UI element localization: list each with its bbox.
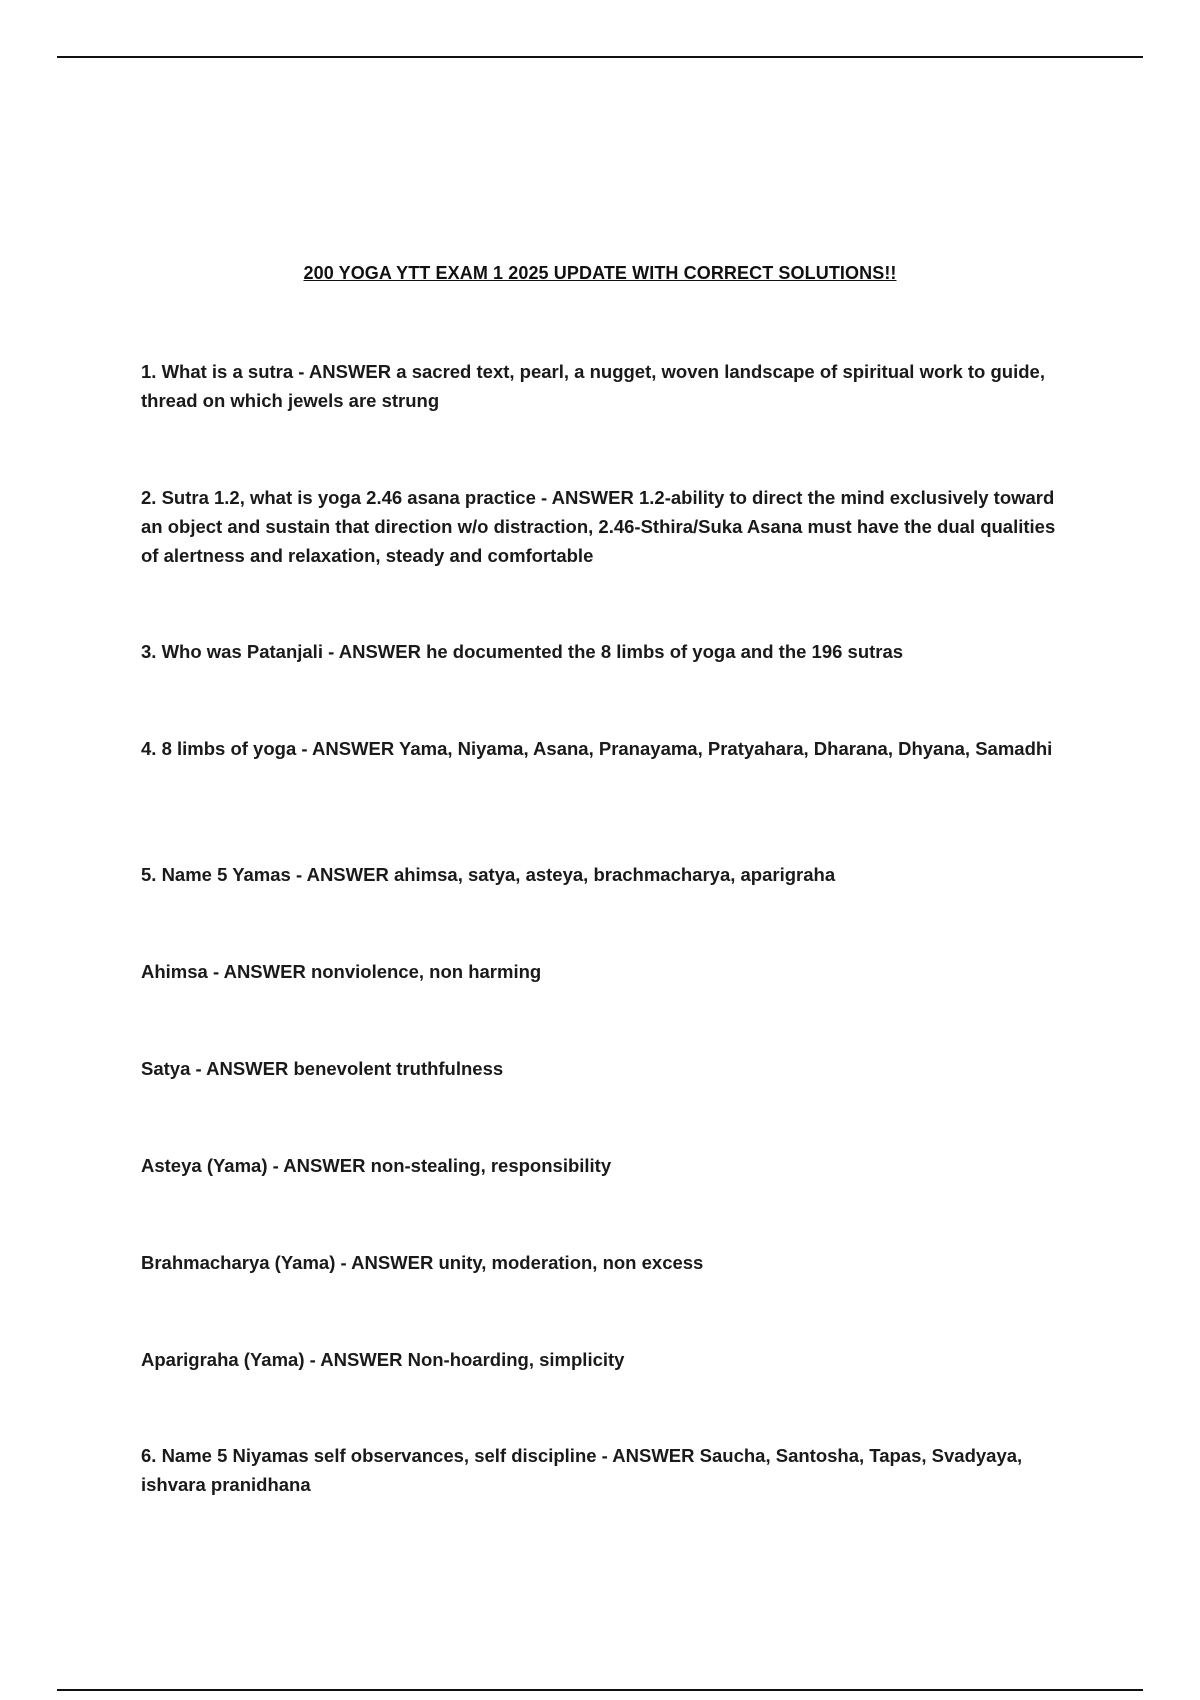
qa-entry-2: 2. Sutra 1.2, what is yoga 2.46 asana practice - ANSWER 1.2-ability to direct the mind exclusively toward an object and sustain that direction w/o distraction, 2.46-Sthira/Suka Asana must have the dual qualities of alertness and relaxation, steady and comfortable xyxy=(141,487,1056,566)
qa-entry-aparigraha: Aparigraha (Yama) - ANSWER Non-hoarding, simplicity xyxy=(141,1349,625,1370)
qa-entry-1: 1. What is a sutra - ANSWER a sacred text, pearl, a nugget, woven landscape of spiritual work to guide, thread on which jewels are strung xyxy=(141,361,1045,411)
qa-entry-brahmacharya: Brahmacharya (Yama) - ANSWER unity, moderation, non excess xyxy=(141,1252,704,1273)
qa-entry-6: 6. Name 5 Niyamas self observances, self discipline - ANSWER Saucha, Santosha, Tapas, Svadyaya, ishvara pranidhana xyxy=(141,1445,1023,1495)
qa-entry-3: 3. Who was Patanjali - ANSWER he documented the 8 limbs of yoga and the 196 sutras xyxy=(141,641,904,662)
qa-entry-5: 5. Name 5 Yamas - ANSWER ahimsa, satya, asteya, brachmacharya, aparigraha xyxy=(141,864,836,885)
qa-entry-asteya: Asteya (Yama) - ANSWER non-stealing, responsibility xyxy=(141,1155,612,1176)
bottom-divider xyxy=(57,1689,1143,1691)
qa-entry-ahimsa: Ahimsa - ANSWER nonviolence, non harming xyxy=(141,961,542,982)
top-divider xyxy=(57,56,1143,58)
qa-entry-4: 4. 8 limbs of yoga - ANSWER Yama, Niyama, Asana, Pranayama, Pratyahara, Dharana, Dhyana, Samadhi xyxy=(141,738,1053,759)
qa-entry-satya: Satya - ANSWER benevolent truthfulness xyxy=(141,1058,504,1079)
document-title: 200 YOGA YTT EXAM 1 2025 UPDATE WITH CORRECT SOLUTIONS!! xyxy=(303,263,897,283)
